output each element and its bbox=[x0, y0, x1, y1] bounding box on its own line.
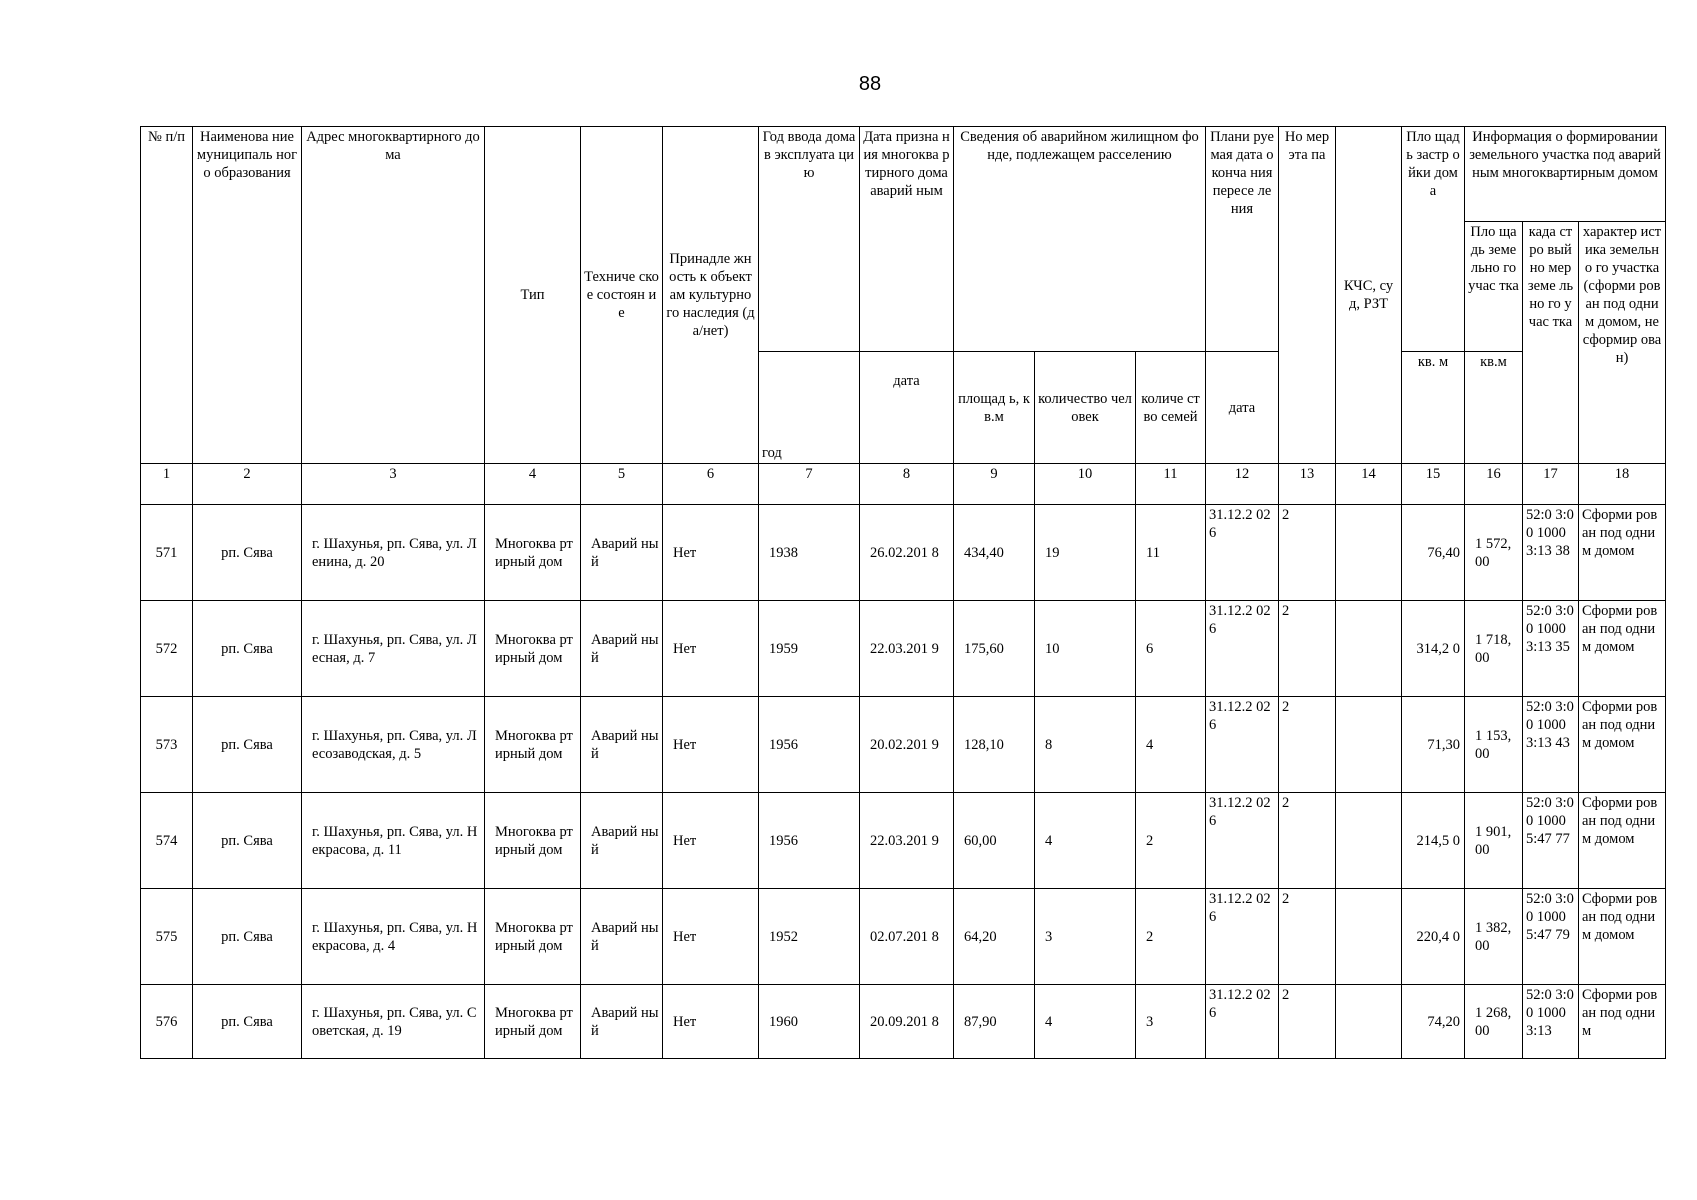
municipality: рп. Сява bbox=[193, 505, 302, 601]
heritage-status: Нет bbox=[663, 985, 759, 1059]
building-area: 71,30 bbox=[1402, 697, 1465, 793]
header-cell: када стро вый но мер земе льно го учас тка bbox=[1523, 222, 1579, 464]
heritage-status: Нет bbox=[663, 889, 759, 985]
planned-date: 31.12.2 026 bbox=[1206, 601, 1279, 697]
kchs-court-rzt bbox=[1336, 601, 1402, 697]
municipality: рп. Сява bbox=[193, 697, 302, 793]
stage-number: 2 bbox=[1279, 985, 1336, 1059]
column-number: 17 bbox=[1523, 464, 1579, 505]
emergency-date: 20.09.201 8 bbox=[860, 985, 954, 1059]
column-number: 4 bbox=[485, 464, 581, 505]
header-cell: дата bbox=[1206, 352, 1279, 464]
page-number: 88 bbox=[858, 73, 882, 95]
stage-number: 2 bbox=[1279, 889, 1336, 985]
planned-date: 31.12.2 026 bbox=[1206, 889, 1279, 985]
land-characteristic: Сформи рован под одним домом bbox=[1579, 505, 1666, 601]
land-characteristic: Сформи рован под одним домом bbox=[1579, 889, 1666, 985]
emergency-date: 20.02.201 9 bbox=[860, 697, 954, 793]
living-area: 64,20 bbox=[954, 889, 1035, 985]
land-area: 1 268, 00 bbox=[1465, 985, 1523, 1059]
header-cell: кв.м bbox=[1465, 352, 1523, 464]
technical-state: Аварий ный bbox=[581, 505, 663, 601]
table-row bbox=[141, 697, 1666, 793]
column-number: 3 bbox=[302, 464, 485, 505]
column-number: 5 bbox=[581, 464, 663, 505]
emergency-date: 26.02.201 8 bbox=[860, 505, 954, 601]
house-type: Многоква ртирный дом bbox=[485, 793, 581, 889]
emergency-date: 22.03.201 9 bbox=[860, 793, 954, 889]
commission-year: 1938 bbox=[759, 505, 860, 601]
living-area: 175,60 bbox=[954, 601, 1035, 697]
house-type: Многоква ртирный дом bbox=[485, 985, 581, 1059]
people-count: 19 bbox=[1035, 505, 1136, 601]
cadastral-number: 52:0 3:00 1000 5:47 79 bbox=[1523, 889, 1579, 985]
kchs-court-rzt bbox=[1336, 793, 1402, 889]
living-area: 434,40 bbox=[954, 505, 1035, 601]
column-number: 14 bbox=[1336, 464, 1402, 505]
row-number: 571 bbox=[141, 505, 193, 601]
column-number: 15 bbox=[1402, 464, 1465, 505]
land-characteristic: Сформи рован под одним bbox=[1579, 985, 1666, 1059]
land-characteristic: Сформи рован под одним домом bbox=[1579, 697, 1666, 793]
column-number: 10 bbox=[1035, 464, 1136, 505]
commission-year: 1952 bbox=[759, 889, 860, 985]
table-row bbox=[141, 505, 1666, 601]
header-cell: кв. м bbox=[1402, 352, 1465, 464]
house-type: Многоква ртирный дом bbox=[485, 601, 581, 697]
kchs-court-rzt bbox=[1336, 697, 1402, 793]
stage-number: 2 bbox=[1279, 697, 1336, 793]
planned-date: 31.12.2 026 bbox=[1206, 793, 1279, 889]
header-cell: Но мер эта па bbox=[1279, 127, 1336, 464]
building-area: 314,2 0 bbox=[1402, 601, 1465, 697]
kchs-court-rzt bbox=[1336, 505, 1402, 601]
building-area: 214,5 0 bbox=[1402, 793, 1465, 889]
header-cell: количество человек bbox=[1035, 352, 1136, 464]
column-number: 7 bbox=[759, 464, 860, 505]
table-row bbox=[141, 985, 1666, 1059]
header-cell: характер истика земельно го участка (сформи рован под одним домом, не сформир ован) bbox=[1579, 222, 1666, 464]
heritage-status: Нет bbox=[663, 697, 759, 793]
header-cell: количе ство семей bbox=[1136, 352, 1206, 464]
planned-date: 31.12.2 026 bbox=[1206, 505, 1279, 601]
stage-number: 2 bbox=[1279, 793, 1336, 889]
building-area: 220,4 0 bbox=[1402, 889, 1465, 985]
header-cell: Сведения об аварийном жилищном фонде, подлежащем расселению bbox=[954, 127, 1206, 352]
municipality: рп. Сява bbox=[193, 889, 302, 985]
header-cell: площад ь, кв.м bbox=[954, 352, 1035, 464]
column-number: 11 bbox=[1136, 464, 1206, 505]
municipality: рп. Сява bbox=[193, 985, 302, 1059]
emergency-date: 02.07.201 8 bbox=[860, 889, 954, 985]
header-cell: Год ввода дома в эксплуата цию bbox=[759, 127, 860, 352]
emergency-housing-table bbox=[140, 126, 1666, 1059]
cadastral-number: 52:0 3:00 1000 3:13 43 bbox=[1523, 697, 1579, 793]
column-number: 2 bbox=[193, 464, 302, 505]
family-count: 2 bbox=[1136, 889, 1206, 985]
header-cell: Адрес многоквартирного дома bbox=[302, 127, 485, 464]
technical-state: Аварий ный bbox=[581, 697, 663, 793]
table-body bbox=[141, 505, 1666, 1059]
row-number: 575 bbox=[141, 889, 193, 985]
column-number: 6 bbox=[663, 464, 759, 505]
address: г. Шахунья, рп. Сява, ул. Ленина, д. 20 bbox=[302, 505, 485, 601]
technical-state: Аварий ный bbox=[581, 985, 663, 1059]
address: г. Шахунья, рп. Сява, ул. Некрасова, д. 11 bbox=[302, 793, 485, 889]
emergency-date: 22.03.201 9 bbox=[860, 601, 954, 697]
row-number: 574 bbox=[141, 793, 193, 889]
commission-year: 1959 bbox=[759, 601, 860, 697]
column-number: 16 bbox=[1465, 464, 1523, 505]
commission-year: 1956 bbox=[759, 793, 860, 889]
header-cell: Плани руемая дата оконча ния пересе ления bbox=[1206, 127, 1279, 352]
column-number-row bbox=[141, 464, 1666, 505]
planned-date: 31.12.2 026 bbox=[1206, 985, 1279, 1059]
address: г. Шахунья, рп. Сява, ул. Некрасова, д. 4 bbox=[302, 889, 485, 985]
cadastral-number: 52:0 3:00 1000 3:13 35 bbox=[1523, 601, 1579, 697]
table-header bbox=[141, 127, 1666, 505]
column-number: 18 bbox=[1579, 464, 1666, 505]
row-number: 572 bbox=[141, 601, 193, 697]
header-cell: дата bbox=[860, 352, 954, 464]
technical-state: Аварий ный bbox=[581, 889, 663, 985]
municipality: рп. Сява bbox=[193, 601, 302, 697]
column-number: 13 bbox=[1279, 464, 1336, 505]
cadastral-number: 52:0 3:00 1000 3:13 38 bbox=[1523, 505, 1579, 601]
technical-state: Аварий ный bbox=[581, 793, 663, 889]
land-area: 1 153, 00 bbox=[1465, 697, 1523, 793]
header-cell: Пло щадь застр ойки дома bbox=[1402, 127, 1465, 352]
people-count: 4 bbox=[1035, 793, 1136, 889]
municipality: рп. Сява bbox=[193, 793, 302, 889]
column-number: 8 bbox=[860, 464, 954, 505]
column-number: 9 bbox=[954, 464, 1035, 505]
heritage-status: Нет bbox=[663, 793, 759, 889]
people-count: 8 bbox=[1035, 697, 1136, 793]
living-area: 60,00 bbox=[954, 793, 1035, 889]
column-number: 12 bbox=[1206, 464, 1279, 505]
family-count: 6 bbox=[1136, 601, 1206, 697]
family-count: 2 bbox=[1136, 793, 1206, 889]
family-count: 4 bbox=[1136, 697, 1206, 793]
header-cell: год bbox=[759, 352, 860, 464]
header-cell: Информация о формировании земельного участка под аварийным многоквартирным домом bbox=[1465, 127, 1666, 222]
header-cell: Наименова ние муниципаль ного образования bbox=[193, 127, 302, 464]
technical-state: Аварий ный bbox=[581, 601, 663, 697]
header-cell: Принадле жность к объектам культурно го наследия (да/нет) bbox=[663, 127, 759, 464]
stage-number: 2 bbox=[1279, 601, 1336, 697]
kchs-court-rzt bbox=[1336, 985, 1402, 1059]
header-cell: Техниче ское состоян ие bbox=[581, 127, 663, 464]
cadastral-number: 52:0 3:00 1000 5:47 77 bbox=[1523, 793, 1579, 889]
building-area: 76,40 bbox=[1402, 505, 1465, 601]
table-row bbox=[141, 601, 1666, 697]
land-characteristic: Сформи рован под одним домом bbox=[1579, 601, 1666, 697]
heritage-status: Нет bbox=[663, 505, 759, 601]
land-area: 1 382, 00 bbox=[1465, 889, 1523, 985]
house-type: Многоква ртирный дом bbox=[485, 697, 581, 793]
address: г. Шахунья, рп. Сява, ул. Лесная, д. 7 bbox=[302, 601, 485, 697]
family-count: 3 bbox=[1136, 985, 1206, 1059]
header-cell: Дата призна ния многоква ртирного дома аварий ным bbox=[860, 127, 954, 352]
address: г. Шахунья, рп. Сява, ул. Лесозаводская, д. 5 bbox=[302, 697, 485, 793]
people-count: 4 bbox=[1035, 985, 1136, 1059]
house-type: Многоква ртирный дом bbox=[485, 889, 581, 985]
table-row bbox=[141, 793, 1666, 889]
header-cell: Пло щадь земе льно го учас тка bbox=[1465, 222, 1523, 352]
column-number: 1 bbox=[141, 464, 193, 505]
land-area: 1 572, 00 bbox=[1465, 505, 1523, 601]
header-cell: № п/п bbox=[141, 127, 193, 464]
building-area: 74,20 bbox=[1402, 985, 1465, 1059]
planned-date: 31.12.2 026 bbox=[1206, 697, 1279, 793]
heritage-status: Нет bbox=[663, 601, 759, 697]
stage-number: 2 bbox=[1279, 505, 1336, 601]
house-type: Многоква ртирный дом bbox=[485, 505, 581, 601]
row-number: 576 bbox=[141, 985, 193, 1059]
header-cell: КЧС, суд, РЗТ bbox=[1336, 127, 1402, 464]
address: г. Шахунья, рп. Сява, ул. Советская, д. 19 bbox=[302, 985, 485, 1059]
table-row bbox=[141, 889, 1666, 985]
land-area: 1 718, 00 bbox=[1465, 601, 1523, 697]
people-count: 10 bbox=[1035, 601, 1136, 697]
commission-year: 1960 bbox=[759, 985, 860, 1059]
living-area: 87,90 bbox=[954, 985, 1035, 1059]
living-area: 128,10 bbox=[954, 697, 1035, 793]
people-count: 3 bbox=[1035, 889, 1136, 985]
family-count: 11 bbox=[1136, 505, 1206, 601]
header-cell: Тип bbox=[485, 127, 581, 464]
row-number: 573 bbox=[141, 697, 193, 793]
cadastral-number: 52:0 3:00 1000 3:13 bbox=[1523, 985, 1579, 1059]
land-area: 1 901, 00 bbox=[1465, 793, 1523, 889]
kchs-court-rzt bbox=[1336, 889, 1402, 985]
land-characteristic: Сформи рован под одним домом bbox=[1579, 793, 1666, 889]
commission-year: 1956 bbox=[759, 697, 860, 793]
